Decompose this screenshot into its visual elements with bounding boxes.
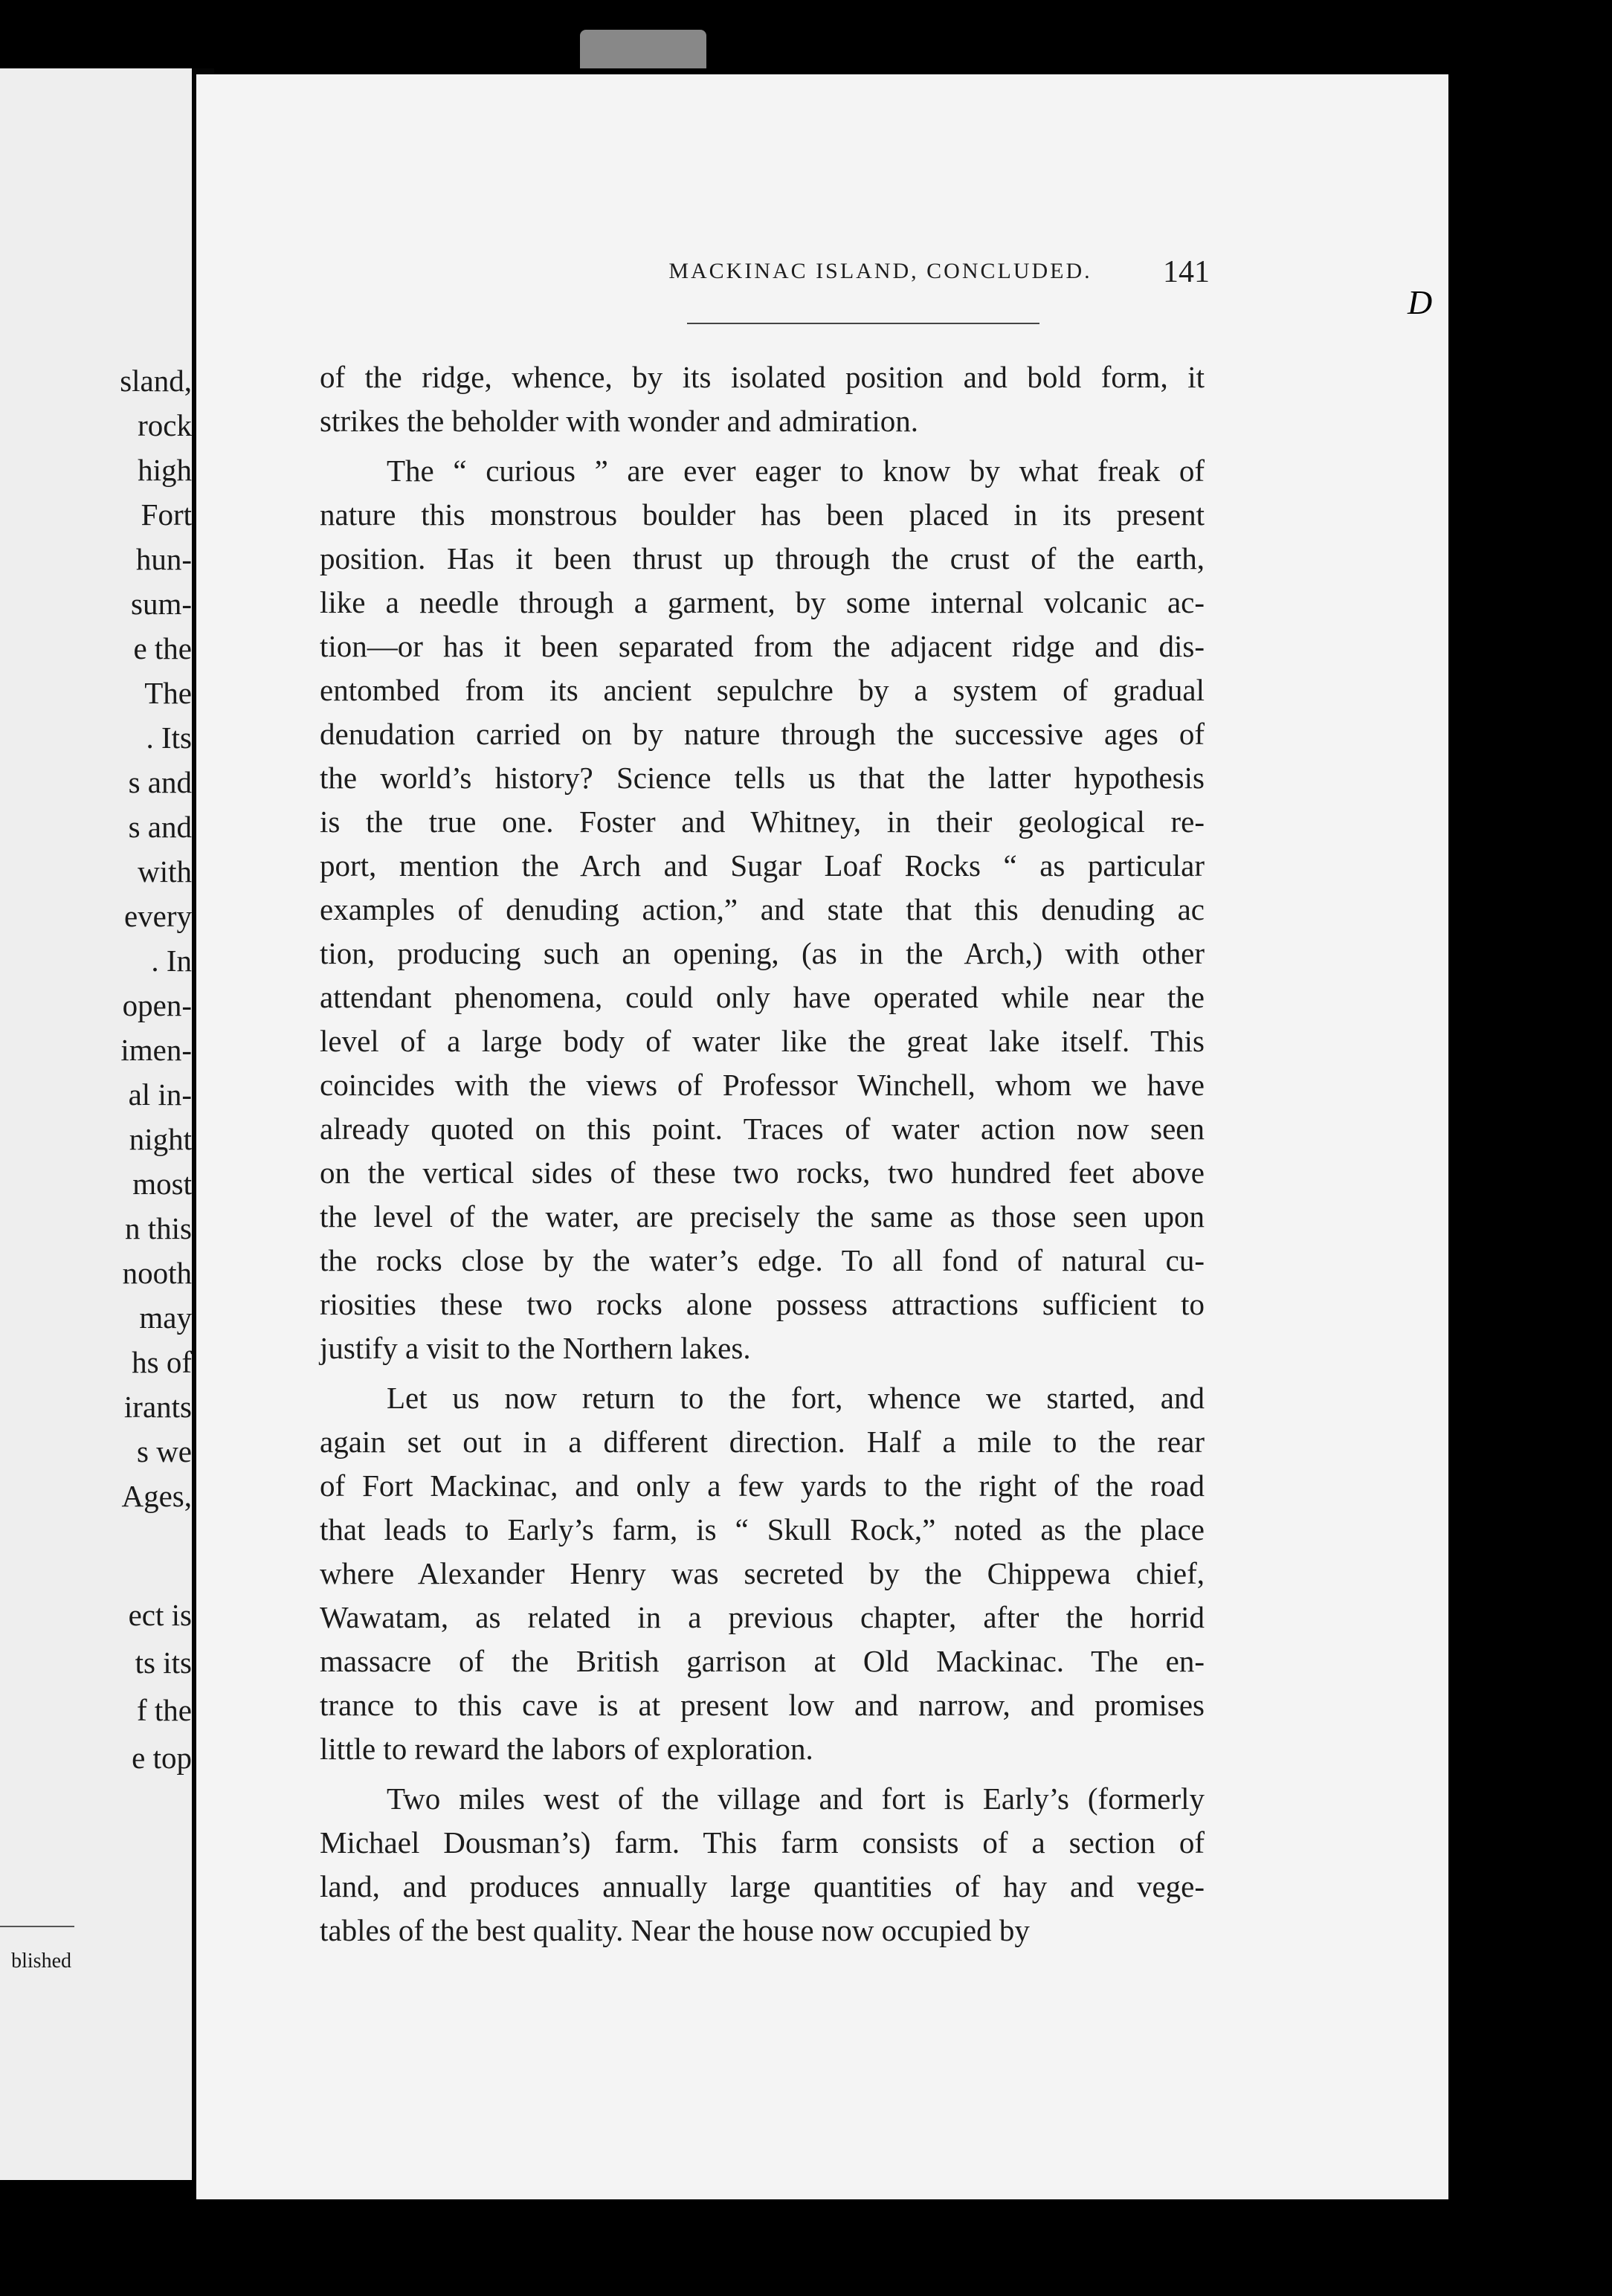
text-line: massacre of the British garrison at Old Mackinac. The en- <box>320 1644 1205 1678</box>
left-page-fragment: hun- <box>135 542 192 576</box>
left-page-fragment: imen- <box>120 1033 192 1067</box>
paragraph <box>320 1777 1205 1952</box>
text-line: denudation carried on by nature through the successive ages of <box>320 717 1205 751</box>
text-line: Two miles west of the village and fort is Early’s (formerly <box>387 1781 1205 1816</box>
text-line: like a needle through a garment, by some internal volcanic ac- <box>320 585 1205 619</box>
text-line: tables of the best quality. Near the house now occupied by <box>320 1913 1030 1947</box>
left-page-fragment: most <box>132 1167 192 1201</box>
text-line: tion, producing such an opening, (as in the Arch,) with other <box>320 936 1205 970</box>
left-page-fragment: . In <box>151 944 192 978</box>
text-line: examples of denuding action,” and state that this denuding ac <box>320 892 1205 926</box>
left-page-fragment: open- <box>122 988 192 1022</box>
text-line: strikes the beholder with wonder and admiration. <box>320 404 918 438</box>
left-page-fragment: nooth <box>122 1256 192 1290</box>
left-page-fragment: sum- <box>131 587 192 621</box>
left-page-fragment: n this <box>125 1211 192 1245</box>
text-line: tion—or has it been separated from the adjacent ridge and dis- <box>320 629 1205 663</box>
text-line: where Alexander Henry was secreted by the Chippewa chief, <box>320 1556 1205 1590</box>
paragraph <box>320 1376 1205 1771</box>
left-page-fragment: may <box>139 1300 192 1335</box>
text-line: of Fort Mackinac, and only a few yards to the right of the road <box>320 1468 1205 1503</box>
page-number: 141 <box>1163 255 1210 289</box>
text-line: Michael Dousman’s) farm. This farm consists of a section of <box>320 1825 1205 1860</box>
text-line: on the vertical sides of these two rocks, two hundred feet above <box>320 1155 1205 1190</box>
left-page-fragment: sland, <box>120 364 192 398</box>
left-page-fragment: high <box>138 453 192 487</box>
text-line: again set out in a different direction. Half a mile to the rear <box>320 1425 1205 1459</box>
left-page-fragment: f the <box>137 1693 192 1727</box>
text-line: land, and produces annually large quantities of hay and vege- <box>320 1869 1205 1903</box>
text-line: justify a visit to the Northern lakes. <box>320 1331 751 1365</box>
text-line: the level of the water, are precisely the same as those seen upon <box>320 1199 1205 1234</box>
text-line: port, mention the Arch and Sugar Loaf Rocks “ as particular <box>320 848 1205 883</box>
left-footnote-fragment: blished <box>11 1950 71 1973</box>
left-page-fragment: ts its <box>135 1645 192 1680</box>
left-page-fragment: s and <box>128 765 192 799</box>
text-line: riosities these two rocks alone possess attractions sufficient to <box>320 1287 1205 1321</box>
left-page-fragment: irants <box>123 1390 192 1424</box>
page-tab-shadow <box>580 30 706 68</box>
paragraph-gap <box>320 443 1205 449</box>
text-line: The “ curious ” are ever eager to know by what freak of <box>387 454 1205 488</box>
text-line: coincides with the views of Professor Winchell, whom we have <box>320 1068 1205 1102</box>
left-page-fragment: hs of <box>132 1345 192 1379</box>
left-page-fragment: Ages, <box>121 1479 192 1513</box>
text-line: attendant phenomena, could only have operated while near the <box>320 980 1205 1014</box>
left-page-fragment: e top <box>132 1741 192 1775</box>
left-page-fragment: s we <box>136 1434 192 1468</box>
running-head: MACKINAC ISLAND, CONCLUDED. <box>668 259 1092 283</box>
left-page-fragment: s and <box>128 810 192 844</box>
header-rule <box>687 323 1039 324</box>
left-footnote-rule <box>0 1926 74 1927</box>
left-page-fragment: . Its <box>146 720 192 755</box>
right-page <box>196 74 1448 2199</box>
left-page-fragment: Fort <box>141 497 192 532</box>
text-line: level of a large body of water like the great lake itself. This <box>320 1024 1205 1058</box>
left-page-fragment: e the <box>133 631 192 665</box>
left-page-fragment: rock <box>138 408 192 442</box>
text-line: the rocks close by the water’s edge. To all fond of natural cu- <box>320 1243 1205 1277</box>
left-page-fragment: night <box>129 1122 192 1156</box>
paragraph <box>320 449 1205 1370</box>
left-page-edge <box>0 68 192 2180</box>
left-page-fragment: every <box>123 899 192 933</box>
text-line: already quoted on this point. Traces of water action now seen <box>320 1112 1205 1146</box>
text-line: of the ridge, whence, by its isolated position and bold form, it <box>320 360 1205 394</box>
text-line: is the true one. Foster and Whitney, in their geological re- <box>320 804 1205 839</box>
text-line: Let us now return to the fort, whence we started, and <box>387 1381 1205 1415</box>
text-line: position. Has it been thrust up through the crust of the earth, <box>320 541 1205 575</box>
left-page-fragment: al in- <box>128 1077 192 1112</box>
text-line: trance to this cave is at present low and narrow, and promises <box>320 1688 1205 1722</box>
margin-handwritten-mark: D <box>1408 283 1433 321</box>
left-page-fragment: with <box>138 854 192 889</box>
text-line: nature this monstrous boulder has been placed in its present <box>320 497 1205 532</box>
text-line: that leads to Early’s farm, is “ Skull Rock,” noted as the place <box>320 1512 1205 1547</box>
left-page-fragment: ect is <box>128 1598 192 1632</box>
paragraph <box>320 355 1205 443</box>
body-text <box>320 355 1205 1952</box>
text-line: entombed from its ancient sepulchre by a system of gradual <box>320 673 1205 707</box>
text-line: little to reward the labors of exploration. <box>320 1732 813 1766</box>
paragraph-gap <box>320 1370 1205 1376</box>
paragraph-gap <box>320 1771 1205 1777</box>
text-line: the world’s history? Science tells us that the latter hypothesis <box>320 761 1205 795</box>
left-page-fragment: The <box>144 676 192 710</box>
text-line: Wawatam, as related in a previous chapter, after the horrid <box>320 1600 1205 1634</box>
